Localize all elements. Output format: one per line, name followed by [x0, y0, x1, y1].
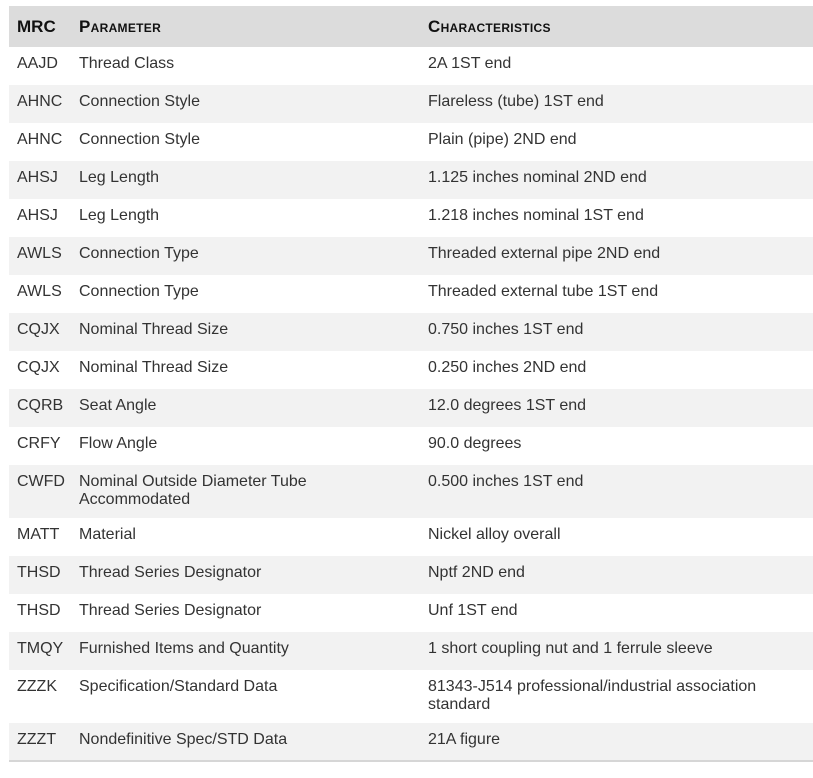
header-row [9, 6, 813, 47]
cell-mrc: TMQY [17, 640, 64, 657]
header-parameter: Parameter [79, 16, 162, 36]
cell-parameter: Nominal Outside Diameter Tube Accommodated [79, 473, 307, 508]
cell-characteristics: 1 short coupling nut and 1 ferrule sleeve [428, 640, 713, 657]
table-row [9, 389, 813, 427]
cell-characteristics: Threaded external tube 1ST end [428, 283, 659, 300]
cell-parameter: Seat Angle [79, 397, 157, 414]
cell-parameter: Leg Length [79, 169, 160, 186]
cell-characteristics: Nptf 2ND end [428, 564, 525, 581]
cell-mrc: MATT [17, 526, 60, 543]
table-row [9, 594, 813, 632]
table-row [9, 427, 813, 465]
cell-mrc: AWLS [17, 283, 62, 300]
cell-parameter: Furnished Items and Quantity [79, 640, 289, 657]
cell-characteristics: 12.0 degrees 1ST end [428, 397, 587, 414]
cell-parameter: Connection Style [79, 131, 200, 148]
cell-parameter: Material [79, 526, 136, 543]
cell-mrc: AHSJ [17, 207, 58, 224]
cell-parameter: Thread Class [79, 55, 175, 72]
cell-parameter: Nominal Thread Size [79, 321, 229, 338]
characteristics-table [9, 6, 813, 762]
cell-mrc: AAJD [17, 55, 58, 72]
table-row [9, 556, 813, 594]
table-row [9, 123, 813, 161]
cell-characteristics: Unf 1ST end [428, 602, 518, 619]
table-row [9, 275, 813, 313]
cell-parameter: Specification/Standard Data [79, 678, 278, 695]
cell-characteristics: 0.500 inches 1ST end [428, 473, 584, 490]
table-row [9, 632, 813, 670]
cell-mrc: THSD [17, 564, 61, 581]
header-characteristics: Characteristics [428, 16, 551, 36]
header-mrc: MRC [17, 16, 56, 36]
cell-characteristics: 1.218 inches nominal 1ST end [428, 207, 644, 224]
cell-mrc: CRFY [17, 435, 61, 452]
table-row [9, 237, 813, 275]
cell-parameter: Nondefinitive Spec/STD Data [79, 731, 288, 748]
table-row [9, 199, 813, 237]
cell-mrc: AHNC [17, 131, 63, 148]
table-row [9, 351, 813, 389]
cell-characteristics: Flareless (tube) 1ST end [428, 93, 604, 110]
table-body [9, 47, 813, 761]
cell-mrc: CQJX [17, 359, 60, 376]
cell-characteristics: Plain (pipe) 2ND end [428, 131, 577, 148]
cell-parameter: Connection Type [79, 245, 199, 262]
cell-mrc: CQJX [17, 321, 60, 338]
cell-characteristics: Nickel alloy overall [428, 526, 561, 543]
cell-parameter: Thread Series Designator [79, 564, 262, 581]
table-header [9, 6, 813, 47]
cell-parameter: Flow Angle [79, 435, 158, 452]
cell-characteristics: 1.125 inches nominal 2ND end [428, 169, 647, 186]
table-row [9, 670, 813, 723]
table-row [9, 161, 813, 199]
cell-mrc: AHSJ [17, 169, 58, 186]
cell-characteristics: 21A figure [428, 731, 501, 748]
cell-characteristics: 0.250 inches 2ND end [428, 359, 587, 376]
cell-mrc: ZZZT [17, 731, 57, 748]
cell-parameter: Leg Length [79, 207, 160, 224]
cell-mrc: CQRB [17, 397, 64, 414]
cell-mrc: AWLS [17, 245, 62, 262]
cell-characteristics: 81343-J514 professional/industrial association standard [428, 678, 757, 713]
table-row [9, 465, 813, 518]
cell-mrc: ZZZK [17, 678, 57, 695]
cell-parameter: Nominal Thread Size [79, 359, 229, 376]
table-row [9, 518, 813, 556]
cell-characteristics: 2A 1ST end [428, 55, 512, 72]
cell-mrc: CWFD [17, 473, 65, 490]
cell-parameter: Connection Type [79, 283, 199, 300]
table-row [9, 723, 813, 761]
table-row [9, 47, 813, 85]
table-row [9, 313, 813, 351]
table-row [9, 85, 813, 123]
cell-mrc: AHNC [17, 93, 63, 110]
cell-characteristics: Threaded external pipe 2ND end [428, 245, 661, 262]
cell-mrc: THSD [17, 602, 61, 619]
cell-characteristics: 0.750 inches 1ST end [428, 321, 584, 338]
cell-characteristics: 90.0 degrees [428, 435, 522, 452]
cell-parameter: Thread Series Designator [79, 602, 262, 619]
cell-parameter: Connection Style [79, 93, 200, 110]
characteristics-table-container [9, 6, 813, 762]
